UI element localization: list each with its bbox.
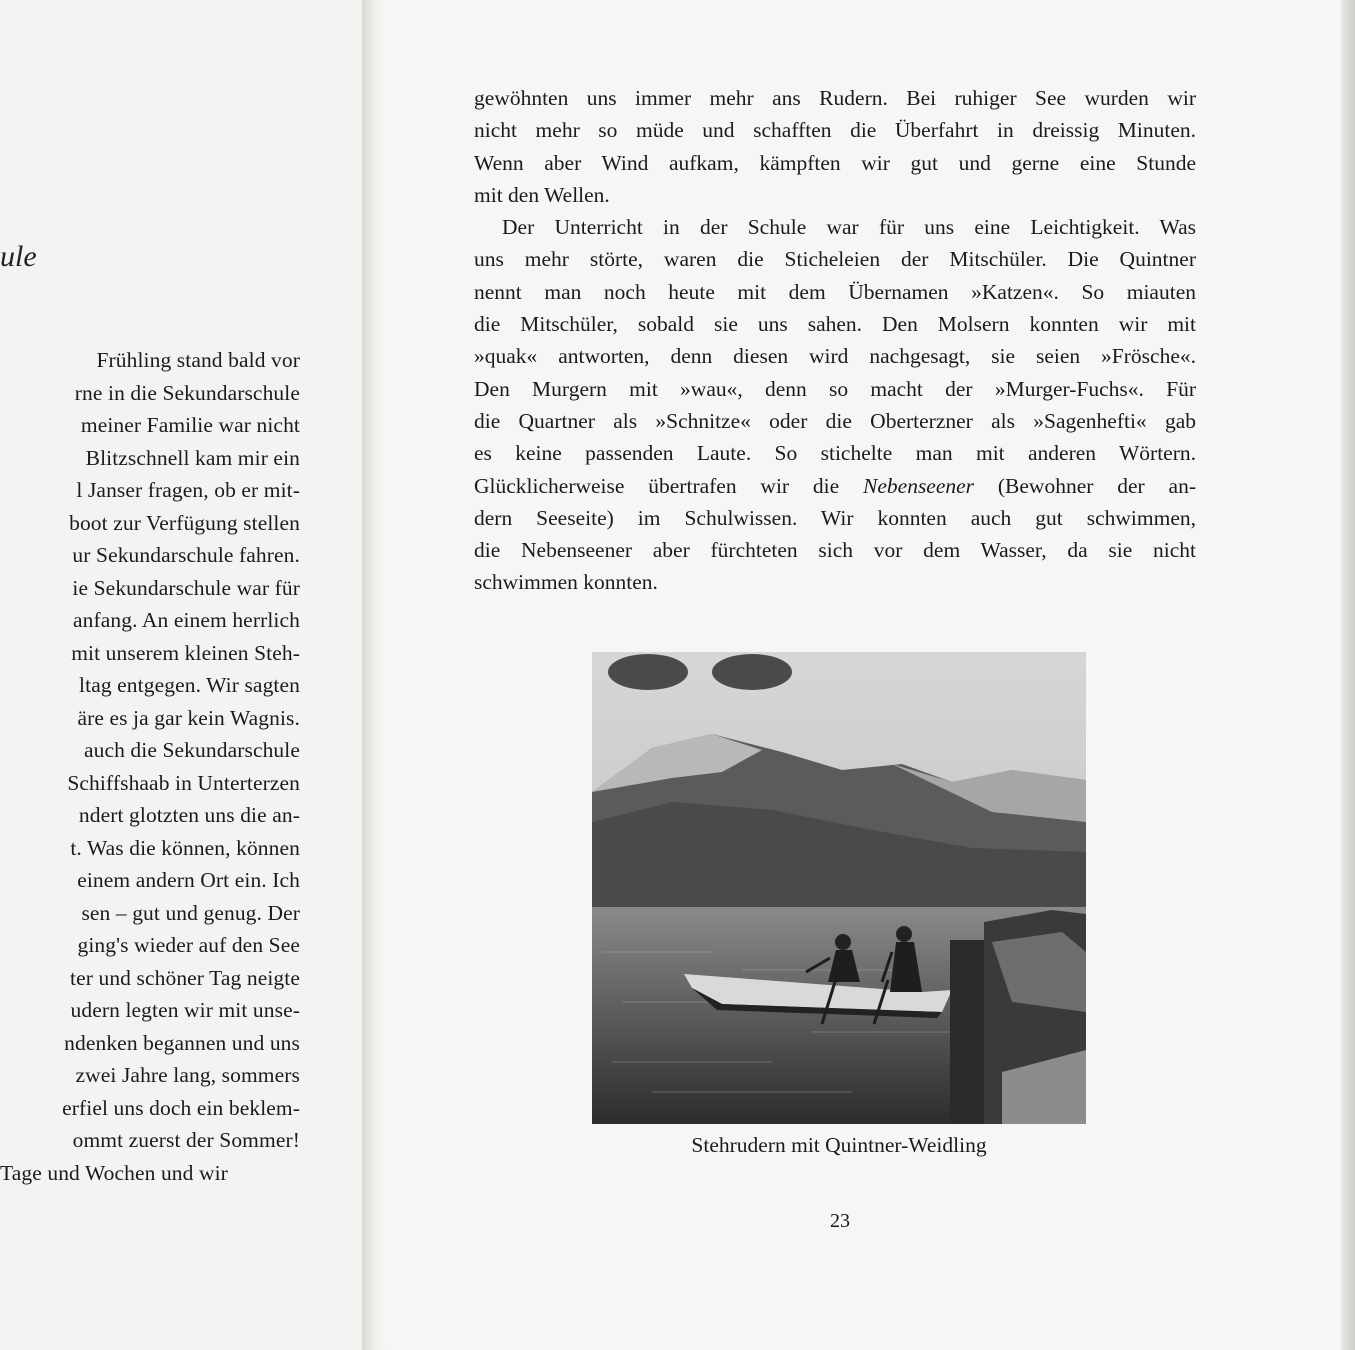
text-line: ie Sekundarschule war für: [72, 575, 300, 600]
text-line: »quak« antworten, denn diesen wird nachgesagt, sie seien »Frösche«.: [474, 344, 1196, 369]
italic-term: Nebenseener: [863, 473, 975, 498]
left-page-text: [0, 344, 300, 1189]
text-line: meiner Familie war nicht: [80, 413, 300, 437]
text-line: Schiffshaab in Unterterzen: [67, 770, 300, 795]
text-line: ndenken begannen und uns: [64, 1030, 300, 1055]
text-line: sen – gut und genug. Der: [81, 900, 300, 925]
text-line: auch die Sekundarschule: [83, 738, 300, 762]
text-line: Tage und Wochen und wir: [0, 1160, 228, 1185]
book-gutter: [362, 0, 386, 1350]
text-line: ur Sekundarschule fahren.: [72, 543, 300, 567]
text-line: Frühling stand bald vor: [96, 348, 300, 372]
chapter-title: ule: [0, 240, 37, 273]
text-line: schwimmen konnten.: [474, 570, 658, 595]
text-line: ltag entgegen. Wir sagten: [79, 673, 300, 697]
text-run: (Bewohner der an-: [974, 473, 1196, 498]
text-line: erfiel uns doch ein beklem-: [62, 1095, 300, 1120]
text-run: Glücklicherweise übertrafen wir die: [474, 473, 864, 498]
paragraph-end: [474, 502, 1196, 599]
text-line: die Mitschüler, sobald sie uns sahen. Den Molsern konnten wir mit: [474, 312, 1196, 337]
text-line: l Janser fragen, ob er mit-: [76, 478, 300, 502]
text-line: gewöhnten uns immer mehr ans Rudern. Bei ruhiger See wurden wir: [474, 86, 1196, 110]
text-line: [474, 470, 1196, 502]
text-line: mit den Wellen.: [474, 182, 610, 207]
paragraph: [474, 211, 1196, 469]
left-page: [0, 0, 363, 1350]
text-line: ter und schöner Tag neigte: [70, 965, 300, 990]
paragraph: [474, 82, 1196, 211]
page-edge: [1341, 0, 1355, 1350]
text-line: nennt man noch heute mit dem Übernamen »Katzen«. So miauten: [474, 279, 1196, 304]
text-line: die Nebenseener aber fürchteten sich vor dem Wasser, da sie nicht: [474, 538, 1196, 563]
page-number: 23: [830, 1210, 850, 1232]
text-line: einem andern Ort ein. Ich: [77, 868, 300, 892]
body-text: [474, 82, 1196, 599]
text-line: ndert glotzten uns die an-: [78, 803, 300, 827]
text-line: nicht mehr so müde und schafften die Überfahrt in dreissig Minuten.: [474, 118, 1196, 143]
text-line: es keine passenden Laute. So stichelte man mit anderen Wörtern.: [474, 441, 1196, 466]
text-line: anfang. An einem herrlich: [73, 608, 300, 632]
text-line: Der Unterricht in der Schule war für uns eine Leichtigkeit. Was: [502, 215, 1196, 240]
text-line: ommt zuerst der Sommer!: [72, 1128, 300, 1152]
text-line: t. Was die können, können: [70, 835, 300, 860]
text-line: Den Murgern mit »wau«, denn so macht der »Murger-Fuchs«. Für: [474, 376, 1196, 401]
text-line: mit unserem kleinen Steh-: [71, 640, 300, 665]
text-line: dern Seeseite) im Schulwissen. Wir konnten auch gut schwimmen,: [474, 505, 1196, 530]
photo-caption: Stehrudern mit Quintner-Weidling: [691, 1133, 987, 1157]
text-line: uns mehr störte, waren die Sticheleien der Mitschüler. Die Quintner: [474, 247, 1196, 272]
text-line: die Quartner als »Schnitze« oder die Oberterzner als »Sagenhefti« gab: [474, 408, 1196, 433]
text-line: boot zur Verfügung stellen: [69, 510, 300, 535]
text-line: zwei Jahre lang, sommers: [75, 1063, 300, 1087]
text-line: Wenn aber Wind aufkam, kämpften wir gut und gerne eine Stunde: [474, 150, 1196, 175]
text-line: rne in die Sekundarschule: [74, 380, 300, 405]
text-line: äre es ja gar kein Wagnis.: [77, 705, 300, 730]
text-line: Blitzschnell kam mir ein: [85, 445, 300, 470]
text-line: ging's wieder auf den See: [77, 933, 300, 957]
text-line: udern legten wir mit unse-: [70, 998, 300, 1022]
photo-rowing-boat: [592, 652, 1086, 1124]
